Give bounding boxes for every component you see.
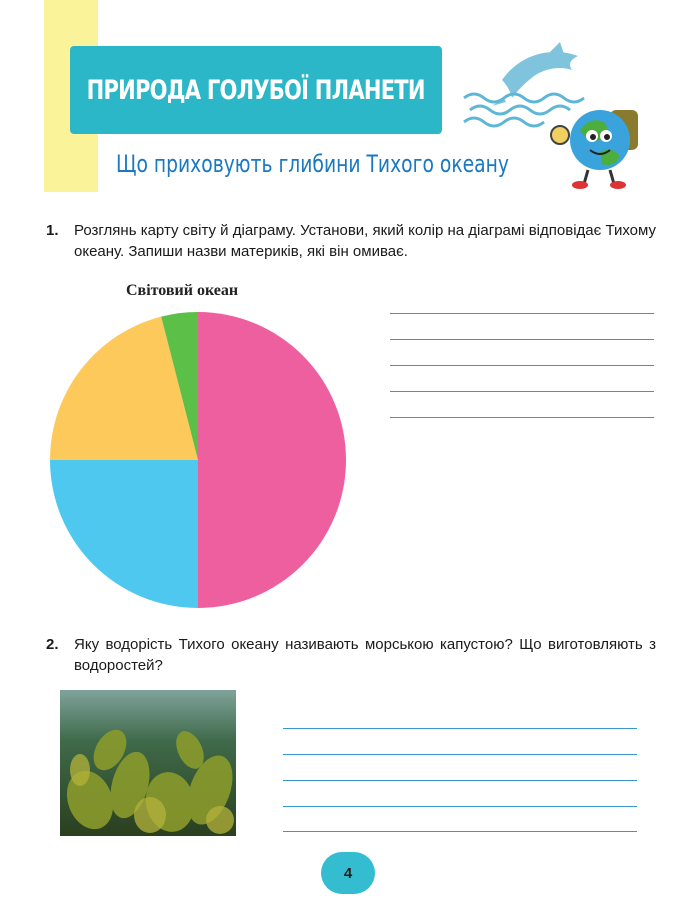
task-number: 1. — [46, 222, 59, 239]
answer-line[interactable] — [283, 831, 637, 832]
task-1 — [46, 220, 656, 262]
dolphin-globe-illustration — [460, 40, 660, 190]
globe-mascot-icon — [551, 110, 638, 189]
chart-title: Світовий океан — [126, 282, 239, 299]
answer-line[interactable] — [390, 391, 654, 392]
task-2 — [46, 634, 656, 676]
pie-slice — [50, 460, 198, 608]
seaweed-photo — [60, 690, 236, 836]
title-banner — [70, 46, 442, 134]
answer-line[interactable] — [390, 339, 654, 340]
answer-line[interactable] — [283, 754, 637, 755]
answer-line[interactable] — [390, 417, 654, 418]
task-text: Яку водорість Тихого океану називають морською капустою? Що виготовляють з водоростей? — [74, 636, 656, 674]
page-title: ПРИРОДА ГОЛУБОЇ ПЛАНЕТИ — [86, 74, 426, 106]
waves-icon — [464, 94, 584, 126]
pie-slice — [198, 312, 346, 608]
answer-line[interactable] — [283, 780, 637, 781]
task-text: Розглянь карту світу й діаграму. Установи, який колір на діаграмі відповідає Тихому океану. Запиши назви материків, які він омиває. — [74, 222, 656, 260]
answer-line[interactable] — [283, 806, 637, 807]
lesson-subtitle: Що приховують глибини Тихого океану — [116, 150, 509, 178]
task2-answer-lines[interactable] — [283, 728, 637, 838]
answer-line[interactable] — [283, 728, 637, 729]
world-ocean-pie-chart — [48, 310, 348, 610]
answer-line[interactable] — [390, 313, 654, 314]
answer-line[interactable] — [390, 365, 654, 366]
page-number: 4 — [321, 852, 375, 894]
task1-answer-lines[interactable] — [390, 313, 654, 423]
task-number: 2. — [46, 636, 59, 653]
